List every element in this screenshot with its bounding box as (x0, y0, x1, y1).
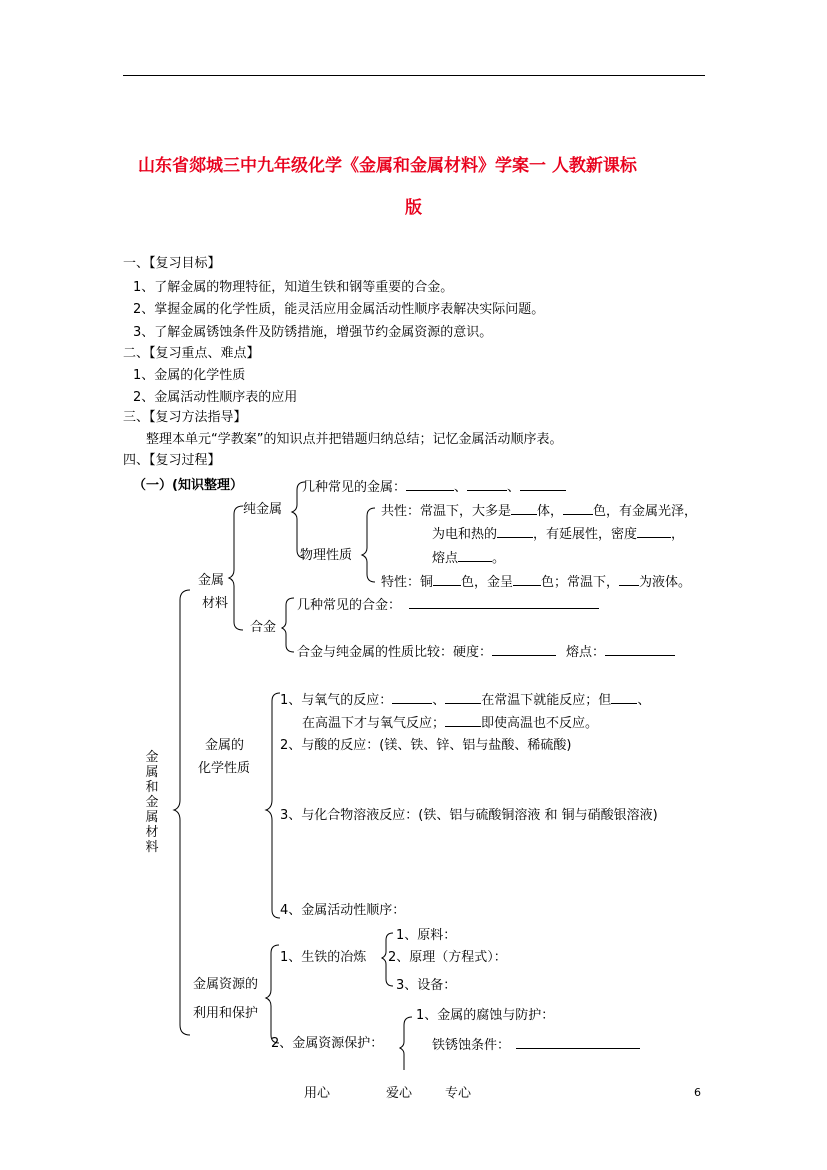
principle-equation: 2、原理（方程式）： (388, 950, 507, 965)
common-property-line2: 为电和热的 ，有延展性，密度 ， (432, 527, 685, 542)
oxygen-reaction-line2: 在高温下才与氧气反应； 即使高温也不反应。 (302, 716, 599, 731)
alloy-compare-row: 合金与纯金属的性质比较：硬度： 熔点： (297, 643, 675, 661)
goal-item: 2、掌握金属的化学性质，能灵活应用金属活动性顺序表解决实际问题。 (133, 302, 545, 317)
goals-heading: 一、【复习目标】 (123, 256, 221, 271)
materials-label-2: 材料 (202, 596, 229, 611)
page-number: 6 (694, 1086, 701, 1099)
iron-smelting-label: 1、生铁的冶炼 (280, 950, 367, 965)
page-title-line1: 山东省郯城三中九年级化学《金属和金属材料》学案一 人教新课标 (138, 156, 637, 176)
materials-label-1: 金属 (198, 573, 225, 588)
common-property-line3: 熔点 。 (432, 551, 506, 566)
footer-motto-1: 用心 (304, 1086, 331, 1101)
corrosion-protection: 1、金属的腐蚀与防护： (416, 1008, 555, 1023)
goal-item: 1、了解金属的物理特征，知道生铁和钢等重要的合金。 (133, 280, 454, 295)
rust-conditions-row: 铁锈蚀条件： (432, 1036, 640, 1054)
knowledge-subheading: （一）(知识整理） (133, 478, 243, 493)
goal-item: 3、了解金属锈蚀条件及防锈措施，增强节约金属资源的意识。 (133, 325, 493, 340)
common-metals-row: 几种常见的金属： 、 、 (302, 478, 566, 496)
pure-metal-label: 纯金属 (243, 502, 283, 517)
common-property-line1: 共性：常温下，大多是 体， 色，有金属光泽， (381, 504, 698, 519)
method-text: 整理本单元“学教案”的知识点并把错题归纳总结；记忆金属活动顺序表。 (146, 432, 563, 447)
acid-reaction: 2、与酸的反应：(镁、铁、锌、铝与盐酸、稀硫酸) (280, 738, 572, 753)
footer-motto-3: 专心 (445, 1086, 472, 1101)
page-title-line2: 版 (405, 198, 422, 218)
key-item: 2、金属活动性顺序表的应用 (133, 390, 298, 405)
activity-series: 4、金属活动性顺序： (280, 903, 406, 918)
resource-protection-label: 2、金属资源保护： (271, 1036, 384, 1051)
chemical-label-2: 化学性质 (198, 761, 251, 776)
oxygen-reaction-line1: 1、与氧气的反应： 、 在常温下就能反应；但 、 (280, 693, 651, 708)
key-item: 1、金属的化学性质 (133, 368, 246, 383)
resources-label-1: 金属资源的 (193, 977, 259, 992)
equipment: 3、设备： (396, 978, 457, 993)
physical-property-label: 物理性质 (300, 548, 353, 563)
root-label: 金属和金属材料 (145, 750, 159, 855)
raw-materials: 1、原料： (396, 928, 457, 943)
special-property-row: 特性：铜 色，金呈 色；常温下， 为液体。 (381, 575, 692, 590)
method-heading: 三、【复习方法指导】 (123, 410, 247, 425)
solution-reaction: 3、与化合物溶液反应：(铁、铝与硫酸铜溶液 和 铜与硝酸银溶液) (280, 808, 658, 823)
footer-motto-2: 爱心 (386, 1086, 413, 1101)
resources-label-2: 利用和保护 (193, 1006, 259, 1021)
chemical-label-1: 金属的 (205, 738, 245, 753)
process-heading: 四、【复习过程】 (123, 453, 221, 468)
alloy-label: 合金 (250, 620, 277, 635)
key-heading: 二、【复习重点、难点】 (123, 346, 260, 361)
common-alloys-row: 几种常见的合金： (297, 596, 599, 614)
